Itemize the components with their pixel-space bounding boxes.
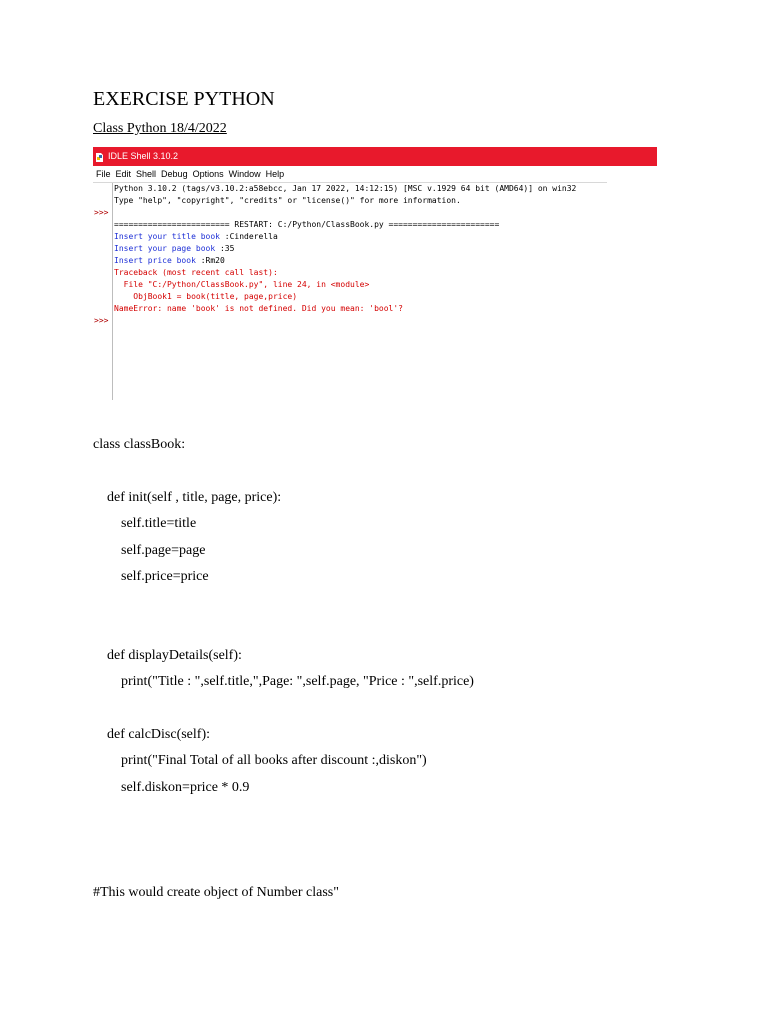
idle-output-line (114, 243, 576, 255)
idle-menu-debug[interactable]: Debug (161, 169, 188, 179)
idle-output-line (114, 231, 576, 243)
idle-output-line: ObjBook1 = book(title, page,price) (114, 292, 298, 301)
idle-output-line: Python 3.10.2 (tags/v3.10.2:a58ebcc, Jan 17 2022, 14:12:15) [MSC v.1929 64 bit (AMD64)] on win32 (114, 184, 577, 193)
idle-menu-shell[interactable]: Shell (136, 169, 157, 179)
idle-prompt: >>> (94, 208, 109, 217)
idle-output-line: NameError: name 'book' is not defined. Did you mean: 'bool'? (114, 304, 403, 313)
idle-menu-help[interactable]: Help (265, 169, 285, 179)
idle-input-prompt: Insert price book (114, 256, 201, 265)
code-line: self.page=page (121, 543, 206, 558)
code-line: def displayDetails(self): (107, 648, 242, 663)
idle-window-title: IDLE Shell 3.10.2 (108, 151, 179, 161)
code-line: class classBook: (93, 437, 186, 452)
idle-shell-screenshot (93, 147, 657, 400)
idle-output-line (114, 255, 576, 267)
idle-menu-window[interactable]: Window (228, 169, 261, 179)
idle-input-prompt: Insert your title book (114, 232, 225, 241)
code-line: #This would create object of Number class" (93, 885, 339, 900)
python-idle-icon (95, 151, 104, 162)
code-line: self.title=title (121, 516, 197, 531)
code-line: print("Title : ",self.title,",Page: ",self.page, "Price : ",self.price) (121, 674, 474, 689)
code-line: print("Final Total of all books after discount :,diskon") (121, 753, 427, 768)
idle-menubar (93, 168, 657, 181)
code-line: def calcDisc(self): (107, 727, 210, 742)
idle-output-lines (114, 183, 576, 315)
idle-user-input: :35 (219, 244, 235, 253)
idle-user-input: :Rm20 (200, 256, 225, 265)
page-title: EXERCISE PYTHON (93, 88, 275, 110)
idle-output-line: ======================== RESTART: C:/Python/ClassBook.py ======================= (114, 220, 500, 229)
idle-titlebar (93, 147, 657, 166)
idle-output-line (114, 207, 576, 219)
idle-menu-edit[interactable]: Edit (115, 169, 132, 179)
code-line: self.diskon=price * 0.9 (121, 780, 250, 795)
idle-output-line: File "C:/Python/ClassBook.py", line 24, in <module> (114, 280, 370, 289)
idle-input-prompt: Insert your page book (114, 244, 220, 253)
idle-output-line: Type "help", "copyright", "credits" or "license()" for more information. (114, 196, 461, 205)
idle-prompt: >>> (94, 316, 109, 325)
idle-user-input: :Cinderella (224, 232, 278, 241)
idle-menu-file[interactable]: File (96, 169, 111, 179)
idle-output-line: Traceback (most recent call last): (114, 268, 278, 277)
idle-prompt-gutter (93, 183, 113, 400)
page-subtitle: Class Python 18/4/2022 (93, 121, 227, 136)
idle-shell-output[interactable] (93, 182, 607, 400)
code-line: self.price=price (121, 569, 209, 584)
idle-menu-options[interactable]: Options (192, 169, 224, 179)
code-line: def init(self , title, page, price): (107, 490, 282, 505)
